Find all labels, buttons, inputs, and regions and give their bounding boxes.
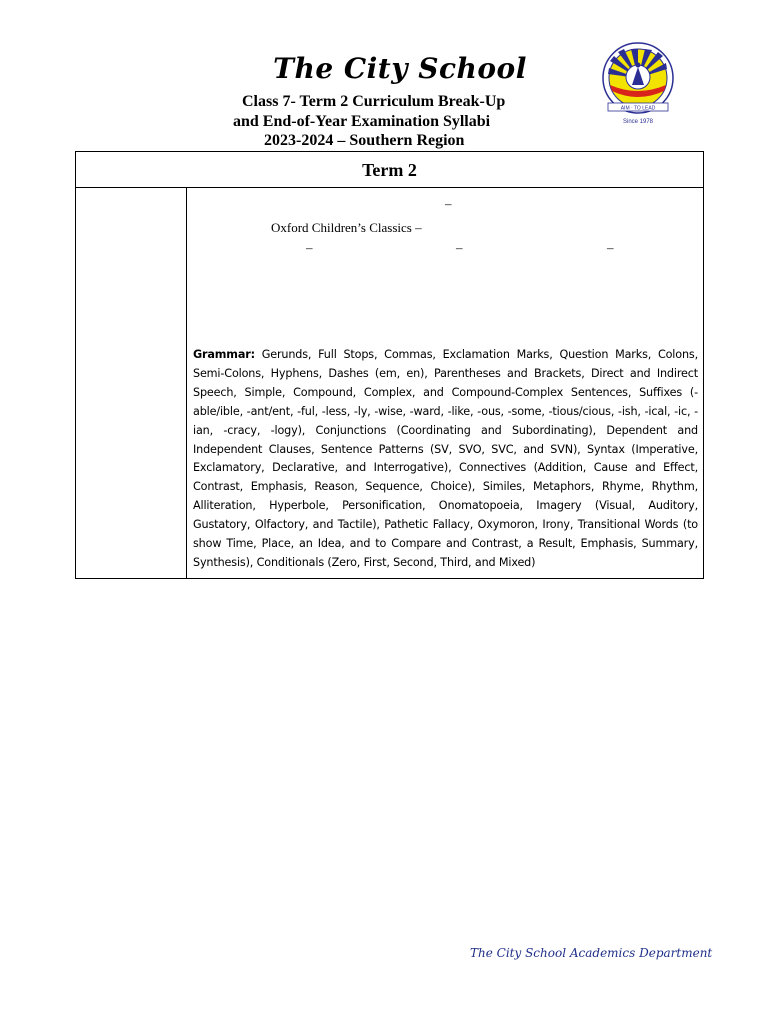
footer-text: The City School Academics Department xyxy=(470,946,713,960)
school-logo xyxy=(598,41,678,126)
dash-b: – xyxy=(456,240,463,255)
grammar-text: Gerunds, Full Stops, Commas, Exclamation Marks, Question Marks, Colons, Semi-Colons, Hyphens, Dashes (em, en), Parentheses and Brackets, Direct and Indirect Speech, Simple, Compound, Complex, and Compound-Complex Sentences, Suffixes (-able/ible, -ant/ent, -ful, -less, -ly, -wise, -ward, -like, -ous, -some, -tious/cious, -ish, -ical, -ic, -ian, -cracy, -logy), Conjunctions (Coordinating and Subordinating), Dependent and Independent Clauses, Sentence Patterns (SV, SVO, SVC, and SVN), Syntax (Imperative, Exclamatory, Declarative, and Interrogative), Connectives (Addition, Cause and Effect, Contrast, Emphasis, Reason, Sequence, Choice), Similes, Metaphors, Rhyme, Rhythm, Alliteration, Hyperbole, Personification, Onomatopoeia, Imagery (Visual, Auditory, Gustatory, Olfactory, and Tactile), Pathetic Fallacy, Oxymoron, Irony, Transitional Words (to show Time, Place, an Idea, and to Compare and Contrast, a Result, Emphasis, Summary, Synthesis), Conditionals (Zero, First, Second, Third, and Mixed) xyxy=(193,348,698,569)
school-name: The City School xyxy=(273,52,527,85)
document-title-line-2: and End-of-Year Examination Syllabi xyxy=(233,113,491,130)
dash-a: – xyxy=(306,240,313,255)
svg-text:Since 1978: Since 1978 xyxy=(622,119,654,125)
dash-c: – xyxy=(607,240,614,255)
document-title-line-3: 2023-2024 – Southern Region xyxy=(264,132,465,149)
subject-cell xyxy=(76,188,187,578)
classics-line: Oxford Children’s Classics – xyxy=(271,220,422,235)
content-cell xyxy=(187,188,703,578)
svg-text:AIM · TO LEAD: AIM · TO LEAD xyxy=(620,105,656,112)
grammar-paragraph xyxy=(193,346,698,573)
curriculum-table xyxy=(75,151,704,579)
term-heading: Term 2 xyxy=(76,152,703,188)
grammar-label: Grammar: xyxy=(193,348,255,361)
dash-top: – xyxy=(445,196,452,211)
document-title-line-1: Class 7- Term 2 Curriculum Break-Up xyxy=(242,93,506,110)
